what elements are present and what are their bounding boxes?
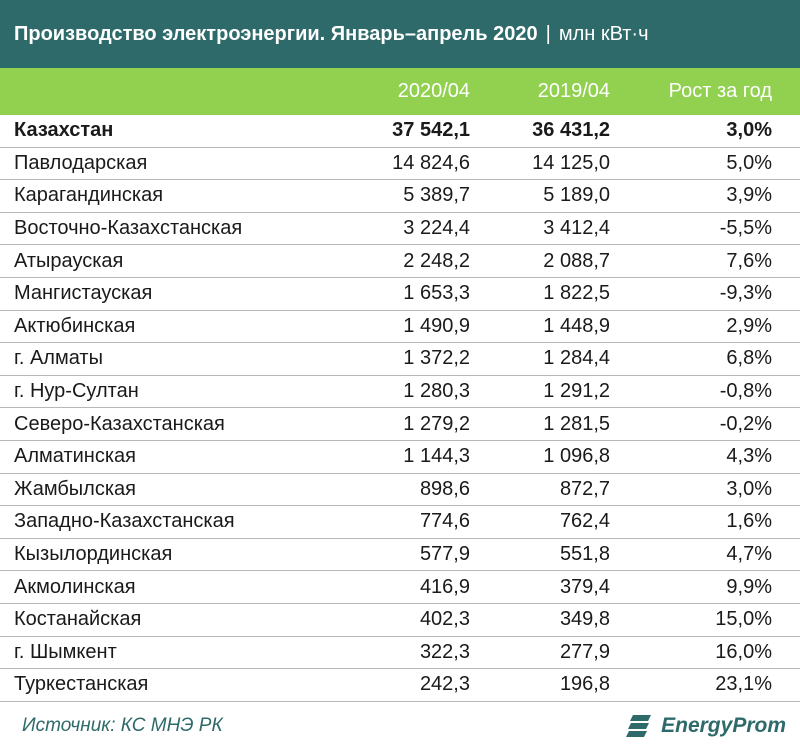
- growth-cell: -0,8%: [719, 380, 772, 403]
- header-previous: 2019/04: [537, 80, 610, 102]
- region-cell: Костанайская: [14, 608, 142, 631]
- column-header-row: [0, 68, 800, 115]
- growth-cell: 7,6%: [726, 249, 772, 272]
- region-cell: Жамбылская: [14, 477, 136, 500]
- current-cell: 1 372,2: [403, 347, 470, 370]
- table-row: [0, 278, 800, 311]
- table-row: [0, 311, 800, 344]
- header-growth: Рост за год: [668, 80, 772, 102]
- current-cell: 577,9: [419, 543, 470, 566]
- previous-cell: 1 284,4: [543, 347, 610, 370]
- current-cell: 1 279,2: [403, 412, 470, 435]
- growth-cell: 5,0%: [726, 151, 772, 174]
- current-cell: 1 653,3: [403, 282, 470, 305]
- current-cell: 1 280,3: [403, 380, 470, 403]
- region-cell: Мангистауская: [14, 282, 153, 305]
- previous-cell: 1 822,5: [543, 282, 610, 305]
- region-cell: г. Нур-Султан: [14, 380, 139, 403]
- region-cell: г. Шымкент: [14, 640, 117, 663]
- title-separator: |: [545, 22, 551, 45]
- growth-cell: 15,0%: [715, 608, 772, 631]
- growth-cell: 4,7%: [726, 543, 772, 566]
- current-cell: 322,3: [419, 640, 470, 663]
- growth-cell: -0,2%: [719, 412, 772, 435]
- previous-cell: 14 125,0: [532, 151, 610, 174]
- previous-cell: 277,9: [559, 640, 610, 663]
- growth-cell: 3,9%: [726, 184, 772, 207]
- growth-cell: 3,0%: [726, 477, 772, 500]
- growth-cell: -9,3%: [719, 282, 772, 305]
- current-cell: 774,6: [419, 510, 470, 533]
- table-row: [0, 637, 800, 670]
- region-cell: Туркестанская: [14, 673, 149, 696]
- previous-cell: 5 189,0: [543, 184, 610, 207]
- region-cell: Северо-Казахстанская: [14, 412, 225, 435]
- current-cell: 1 144,3: [403, 445, 470, 468]
- region-cell: Казахстан: [14, 119, 114, 142]
- growth-cell: 23,1%: [715, 673, 772, 696]
- current-cell: 5 389,7: [403, 184, 470, 207]
- growth-cell: 6,8%: [726, 347, 772, 370]
- growth-cell: 2,9%: [726, 314, 772, 337]
- previous-cell: 3 412,4: [543, 217, 610, 240]
- previous-cell: 196,8: [559, 673, 610, 696]
- previous-cell: 349,8: [559, 608, 610, 631]
- table-row: [0, 213, 800, 246]
- current-cell: 2 248,2: [403, 249, 470, 272]
- region-cell: г. Алматы: [14, 347, 103, 370]
- previous-cell: 1 448,9: [543, 314, 610, 337]
- table-row: [0, 669, 800, 702]
- region-cell: Западно-Казахстанская: [14, 510, 235, 533]
- growth-cell: 9,9%: [726, 575, 772, 598]
- growth-cell: 16,0%: [715, 640, 772, 663]
- growth-cell: 3,0%: [726, 119, 772, 142]
- table-row: [0, 539, 800, 572]
- table-title: Производство электроэнергии. Январь–апрель 2020: [14, 22, 538, 45]
- region-cell: Актюбинская: [14, 314, 136, 337]
- previous-cell: 36 431,2: [532, 119, 610, 142]
- brand-name: EnergyProm: [661, 714, 786, 737]
- current-cell: 242,3: [419, 673, 470, 696]
- growth-cell: 4,3%: [726, 445, 772, 468]
- previous-cell: 379,4: [559, 575, 610, 598]
- current-cell: 402,3: [419, 608, 470, 631]
- previous-cell: 1 291,2: [543, 380, 610, 403]
- current-cell: 898,6: [419, 477, 470, 500]
- header-current: 2020/04: [397, 80, 470, 102]
- current-cell: 1 490,9: [403, 314, 470, 337]
- title-bar: [0, 0, 800, 68]
- table-row: [0, 343, 800, 376]
- source-note: Источник: КС МНЭ РК: [22, 715, 223, 736]
- table-row: [0, 441, 800, 474]
- growth-cell: 1,6%: [726, 510, 772, 533]
- footer: [0, 700, 800, 752]
- region-cell: Кызылординская: [14, 543, 173, 566]
- region-cell: Атырауская: [14, 249, 124, 272]
- region-cell: Акмолинская: [14, 575, 136, 598]
- table-row: [0, 506, 800, 539]
- region-cell: Павлодарская: [14, 151, 148, 174]
- table-row: [0, 474, 800, 507]
- growth-cell: -5,5%: [719, 217, 772, 240]
- table-row: [0, 571, 800, 604]
- previous-cell: 872,7: [559, 477, 610, 500]
- table-body: [0, 115, 800, 702]
- energyprom-logo-icon: [625, 711, 655, 741]
- region-cell: Алматинская: [14, 445, 136, 468]
- table-row: [0, 604, 800, 637]
- current-cell: 14 824,6: [392, 151, 470, 174]
- table-row: [0, 148, 800, 181]
- brand: [625, 711, 800, 741]
- current-cell: 416,9: [419, 575, 470, 598]
- current-cell: 37 542,1: [392, 119, 470, 142]
- table-row: [0, 180, 800, 213]
- table-row-total: [0, 115, 800, 148]
- previous-cell: 762,4: [559, 510, 610, 533]
- previous-cell: 2 088,7: [543, 249, 610, 272]
- table-row: [0, 408, 800, 441]
- previous-cell: 1 281,5: [543, 412, 610, 435]
- region-cell: Карагандинская: [14, 184, 164, 207]
- table-unit: млн кВт·ч: [558, 22, 649, 45]
- current-cell: 3 224,4: [403, 217, 470, 240]
- region-cell: Восточно-Казахстанская: [14, 217, 243, 240]
- previous-cell: 551,8: [559, 543, 610, 566]
- previous-cell: 1 096,8: [543, 445, 610, 468]
- table-row: [0, 376, 800, 409]
- table-row: [0, 245, 800, 278]
